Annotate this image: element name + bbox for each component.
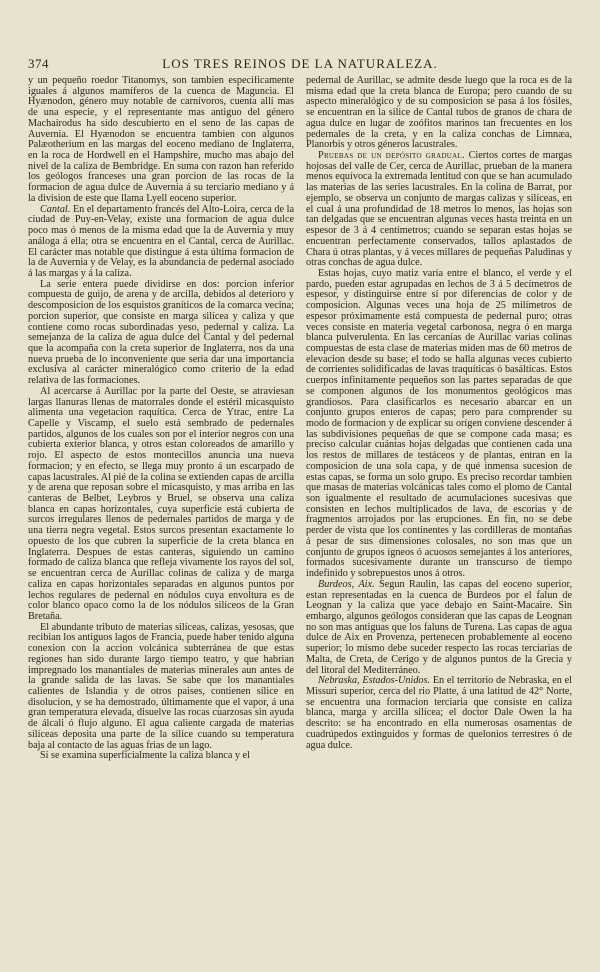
page-number: 374 [28,56,49,71]
paragraph-lead: Burdeos, Aix. [318,578,375,590]
paragraph: El abundante tributo de materias silíceas, calizas, yesosas, que recibian los antiguos lagos de Francia, puede haber tenido alguna conexion con la accion volcánica subterránea de que estas regiones han sido durante largo tiempo teatro, y que habrian impregnado los manantiales de materias minerales aun antes de la grande salida de las lavas. Se sabe que los manantiales calientes de Islandia y de otros paises, contienen sílice en disolucion, y se ha demostrado, últimamente que el vapor, á una gran temperatura elevada, disuelve las rocas cuarzosas sin ayuda de álcali ó flujo alguno. El agua caliente cargada de materias silíceas deposita una parte de la sílice cuando su temperatura baja al contacto de las aguas frias de un lago. [28,621,294,751]
paragraph: Si se examina superficialmente la caliza blanca y el [40,750,250,762]
paragraph: Al acercarse á Aurillac por la parte del Oeste, se atraviesan largas llanuras llenas de matorrales donde el estéril micasquisto alimenta una vegetacion raquítica. Cerca de Ytrac, entre La Capelle y Viscamp, el suelo está sembrado de pedernales partidos, algunos de los cuales son por el interior negros con una cubierta exterior blanca, y otros estan coloreados de amarillo y rojo. El aspecto de estos montecillos anuncia una nueva formacion; y en efecto, se llega muy pronto á un escarpado de capas lacustrales. Al pié de la colina se extienden capas de arcilla y de arena que reposan sobre el micasquisto, y mas arriba en las canteras de Belbet, Leybros y Bruel, se observa una caliza blanca en capas horizontales, cuya superficie está cubierta de surcos irregulares llenos de pedernales partidos de marga y de una tierra negra vegetal. Estos surcos presentan exactamente lo opuesto de los que cubren la superficie de la creta blanca en Inglaterra. Despues de estas canteras, siguiendo un camino formado de caliza blanca que refleja vivamente los rayos del sol, se encuentran cerca de Aurillac colinas de caliza y de marga caliza en capas horizontales separadas en algunos puntos por lechos regulares de pedernal en nódulos cuya envoltura es de color blanco opaco como la de los nódulos silíceos de la Gran Bretaña. [28,385,294,622]
paragraph: Pruebas de un depósito gradual. Ciertos cortes de margas hojosas del valle de Cer, cerca de Aurillac, prueban de la manera menos equívoca la extremada lentitud con que se han acumulado las materias de las series lacustrales. En la colina de Barrat, por ejemplo, se observa un conjunto de margas calizas y silíceas, en el cual á una profundidad de 18 metros lo menos, las hojas son tan delgadas que se encuentran algunas veces hasta treinta en un espesor de 3 á 4 centímetros; cuando se separan estas hojas se encuentran perfectamente conservados, tallos aplastados de Chara ú otras plantas, y á veces millares de pequeñas Paludinas y otras conchas de agua dulce. [306,150,572,269]
paragraph: pedernal de Aurillac, se admite desde luego que la roca es de la misma edad que la creta blanca de Europa; pero cuando de su aspecto mineralógico y de su composicion se pasa á los fósiles, se encuentran en la silice de Cantal tubos de granos de chara de agua dulce en lugar de zoófitos marinos tan frecuentes en los pedernales de la creta, y en la caliza conchas de Limnæa, Planorbis y otros géneros lacustrales. [306,76,572,151]
paragraph: La serie entera puede dividirse en dos: porcion inferior compuesta de guijo, de arena y de arcilla, debidos al deterioro y descomposicion de los esquistos graníticos de la comarca vecina; porcion superior, que consiste en marga silícea y caliza y que contiene como rocas subordinadas yeso, pedernal y caliza. La semejanza de la caliza de agua dulce del Cantal y del pedernal que la acompaña con la creta superior de Inglaterra, nos da una nueva prueba de lo inconveniente que seria dar una importancia exclusiva al carácter mineralógico como criterio de la edad relativa de las formaciones. [28,278,294,387]
paragraph: Nebraska, Estados-Unidos. En el territorio de Nebraska, en el Missuri superior, cerca del rio Platte, á una latitud de 42° Norte, se encuentra una formacion terciaria que consiste en caliza blanca, marga y arcilla silícea; el doctor Dale Owen la ha descrito: se ha encontrado en ella numerosas osamentas de cuadrúpedos extinguidos y formas de quelonios terrestres ó de agua dulce. [306,675,572,751]
section-heading: Pruebas de un depósito gradual. [318,150,465,162]
paragraph: Burdeos, Aix. Segun Raulin, las capas del eoceno superior, estan representadas en la cuenca de Burdeos por el falun de Leognan y la caliza que yace debajo en Saint-Macaire. Sin embargo, algunos geólogos consideran que las capas de Leognan no son mas antiguas que los faluns de Turena. Las capas de agua dulce de Aix en Provenza, pertenecen probablemente al eoceno superior; lo mismo debe suceder respecto las rocas terciarias de Malta, de Creta, de Cerigo y de algunos puntos de la Grecia y del litoral del Mediterráneo. [306,578,572,676]
paragraph-lead: Nebraska, Estados-Unidos. [318,675,431,687]
paragraph: Cantal. En el departamento francés del Alto-Loira, cerca de la ciudad de Puy-en-Velay, existe una formacion de agua dulce poco mas ó menos de la misma edad que la de Auvernia y muy análoga á ella; otra se encuentra en el Cantal, cerca de Aurillac. El carácter mas notable que distingue á esta última formacion de la de Auvernia y de Velay, es la abundancia de pedernal asociado á las margas y á la caliza. [28,203,294,279]
paragraph: Estas hojas, cuyo matiz varía entre el blanco, el verde y el pardo, pueden estar agrupadas en lechos de 3 á 5 decímetros de espesor, y distinguirse entre sí por diferencias de color y de composicion. Algunas veces una hoja de 25 milímetros de espesor próximamente está compuesta de pedernal puro; otras veces consiste en materia vegetal carbonosa, negra ó en marga blanca pulverulenta. En las cercanías de Aurillac varias colinas compuestas de esta clase de materias miden mas de 60 metros de elevacion desde su base; el todo se halla algunas veces cubierto de corrientes solidificadas de lavas traquíticas ó basálticas. Estos cuerpos infinitamente pequeños son las partes separadas de que se componen algunos de los monumentos geológicos mas grandiosos. Para clasificarlos es necesario abarcar en un conjunto grupos enteros de capas; pero para comprender su modo de formacion y de explicar su orígen conviene descender á las subdivisiones pequeñas de que se compone cada masa; es preciso calcular cuántas hojas delgadas que contienen cada una los restos de millares de testáceos y de plantas, entran en la composicion de una sola capa, y de qué inmensa sucesion de estas capas, se forma un solo grupo. Es preciso recordar tambien que masas de materias volcánicas tales como el plomo de Cantal son igualmente el resultado de acumulaciones sucesivas que consisten en lechos multiplicados de lava, de escorias y de fragmentos arrojados por las erupciones. En fin, no se debe perder de vista que los continentes y las cordilleras de montañas á pesar de sus dimensiones colosales, no son mas que un conjunto de grupos ígneos ó acuosos semejantes á los anteriores, formados sucesivamente durante un transcurso de tiempo indefinido y sobrepuestos unos á otros. [306,267,572,580]
paragraph: y un pequeño roedor Titanomys, son tambien especificamente iguales á algunos mamíferos de la cuenca de Maguncia. El Hyænodon, género muy notable de carnívoros, cuenta allí mas de una especie, y el representante mas antiguo del género Machairodus ha sido descubierto en el seno de las capas de Auvernia. El Hyænodon se encuentra tambien con algunos Palæotherium en las margas del eoceno mediano de Inglaterra, en la roca de Hordwell en el Hampshire, mucho mas abajo del nivel de la caliza de Bembridge. En suma con razon han referido los geólogos franceses una gran porcion de las rocas de la formacion de agua dulce de Auvernia á su terciario mediano y á la division de este que llama Lyell eoceno superior. [28,76,294,204]
running-title: LOS TRES REINOS DE LA NATURALEZA. [162,56,438,71]
right-column [306,76,572,936]
left-column [28,76,294,936]
paragraph-lead: Cantal. [40,203,71,215]
page-header [28,56,572,72]
